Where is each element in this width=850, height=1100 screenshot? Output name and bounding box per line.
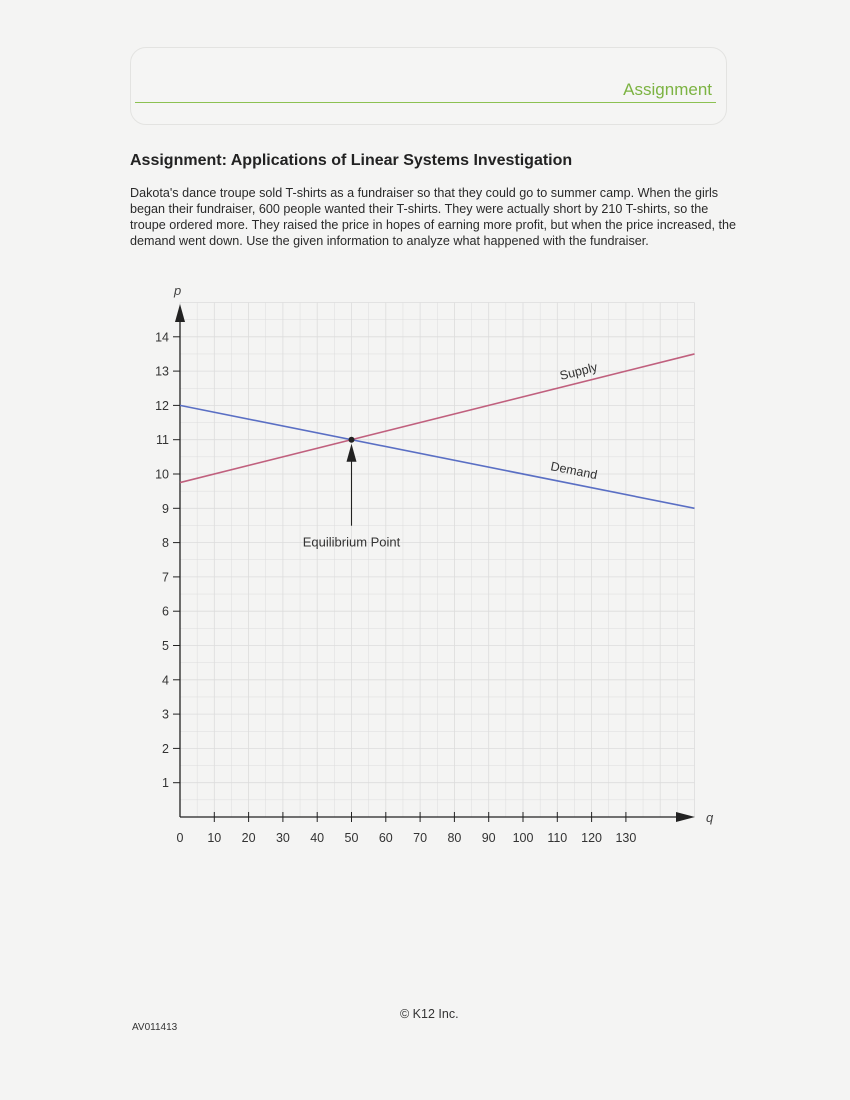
y-tick-label: 14 [155,330,169,345]
x-tick-label: 50 [344,831,359,845]
y-tick-label: 8 [162,536,169,551]
copyright: © K12 Inc. [400,1007,459,1021]
x-tick-label: 0 [176,831,184,845]
x-tick-label: 110 [547,831,568,845]
y-tick-label: 12 [155,398,169,413]
x-axis-arrow [676,812,695,822]
assignment-title: Assignment: Applications of Linear Systems Investigation [130,152,573,169]
y-axis-arrow [175,304,185,322]
x-tick-label: 130 [615,831,637,845]
x-tick-label: 80 [447,831,462,845]
y-tick-label: 4 [162,673,169,688]
series-label-demand: Demand [549,459,599,483]
y-tick-label: 11 [156,433,169,448]
x-tick-label: 60 [378,831,393,845]
x-tick-label: 100 [512,831,534,845]
equilibrium-point-marker [349,437,355,443]
x-tick-label: 90 [481,831,496,845]
y-tick-label: 13 [155,364,169,379]
y-axis-label: p [174,283,182,298]
y-tick-label: 10 [155,467,169,482]
x-tick-label: 10 [207,831,222,845]
y-tick-label: 3 [162,707,169,722]
y-tick-label: 5 [162,639,169,653]
x-tick-label: 30 [275,831,290,845]
equilibrium-label: Equilibrium Point [302,534,401,550]
x-tick-label: 20 [241,831,256,845]
y-tick-label: 7 [162,570,169,585]
x-tick-label: 70 [413,831,428,845]
x-tick-label: 120 [581,831,603,845]
y-tick-label: 9 [162,501,169,516]
x-tick-label: 40 [310,831,325,845]
y-tick-label: 2 [162,741,169,756]
problem-text: Dakota's dance troupe sold T-shirts as a fundraiser so that they could go to summer camp. When the girls began their fundraiser, 600 people wanted their T-shirts. They were actually short by 210 T-shirts, so the troupe ordered more. They raised the price in hopes of earning more profit, but when the price increased, the demand went down. Use the given information to analyze what happened with the fundraiser. [130,186,737,248]
header-label: Assignment [623,80,712,99]
document-code: AV011413 [132,1022,178,1033]
equilibrium-arrow-head [347,444,357,462]
series-label-supply: Supply [558,360,599,383]
x-axis-label: q [706,810,714,825]
y-tick-label: 6 [162,604,169,619]
y-tick-label: 1 [162,776,169,791]
